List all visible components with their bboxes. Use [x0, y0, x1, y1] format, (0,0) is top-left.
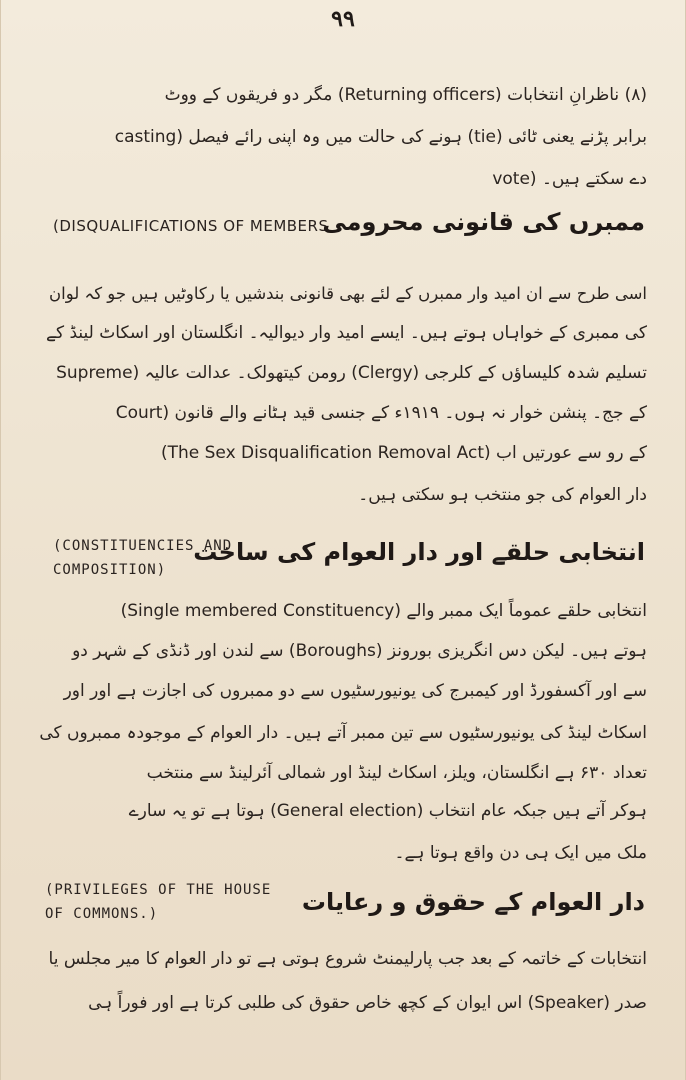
- section2-line5: (The Sex Disqualification Removal Act) کے رو سے عورتیں اب: [160, 443, 647, 463]
- section4-heading-urdu: دار العوام کے حقوق و رعایات: [301, 888, 645, 916]
- section1-line1: (۸) ناظرانِ انتخابات (Returning officers) مگر دو فریقوں کے ووٹ: [164, 85, 647, 105]
- section3-heading-english: (CONSTITUENCIES AND COMPOSITION): [53, 538, 233, 578]
- section3-line5: تعداد ۶۳۰ ہے انگلستان، ویلز، اسکاٹ لینڈ اور شمالی آئرلینڈ سے منتخب: [146, 763, 647, 783]
- section2-line3: تسلیم شدہ کلیساؤں کے کلرجی (Clergy) رومن کیتھولک۔ عدالت عالیہ (Supreme: [56, 363, 647, 383]
- section3-line6: ہوکر آتے ہیں جبکہ عام انتخاب (General election) ہوتا ہے تو یہ سارے: [128, 801, 647, 821]
- section1-line3: vote) دے سکتے ہیں۔: [492, 169, 647, 189]
- section4-line2: صدر (Speaker) اس ایوان کے کچھ خاص حقوق کی طلبی کرتا ہے اور فوراً ہی: [88, 993, 647, 1013]
- page-number: ۹۹: [331, 6, 355, 32]
- section3-line4: اسکاٹ لینڈ کی یونیورسٹیوں سے تین ممبر آتے ہیں۔ دار العوام کے موجودہ ممبروں کی: [39, 723, 647, 743]
- section2-heading-urdu: ممبرں کی قانونی محرومی: [322, 208, 645, 236]
- section4-heading-english: (PRIVILEGES OF THE HOUSE OF COMMONS.): [45, 882, 272, 922]
- section2-line6: دار العوام کی جو منتخب ہو سکتی ہیں۔: [358, 485, 647, 505]
- section2-heading-english: (DISQUALIFICATIONS OF MEMBERS: [53, 217, 329, 235]
- section2-line2: کی ممبری کے خواہاں ہوتے ہیں۔ ایسے امید وار دیوالیہ۔ انگلستان اور اسکاٹ لینڈ کے: [46, 323, 647, 343]
- section3-heading-urdu: انتخابی حلقے اور دار العوام کی ساخت: [193, 538, 645, 566]
- section4-line1: انتخابات کے خاتمہ کے بعد جب پارلیمنٹ شروع ہوتی ہے تو دار العوام کا میر مجلس یا: [48, 949, 647, 969]
- section3-line1: انتخابی حلقے عموماً ایک ممبر والے (Single membered Constituency): [120, 601, 647, 621]
- section2-line4: Court) کے جج۔ پنشن خوار نہ ہوں۔ ۱۹۱۹ء کے جنسی قید ہٹانے والے قانون: [115, 403, 647, 423]
- section3-line2: ہوتے ہیں۔ لیکن دس انگریزی بورونز (Boroughs) سے لندن اور ڈنڈی کے شہر دو: [72, 641, 647, 661]
- section3-line3: سے اور آکسفورڈ اور کیمبرج کی یونیورسٹیوں سے دو ممبروں کی اجازت ہے اور اور: [63, 681, 647, 701]
- section1-line2: برابر پڑنے یعنی ٹائی (tie) ہونے کی حالت میں وہ اپنی رائے فیصل (casting: [114, 127, 647, 147]
- section3-line7: ملک میں ایک ہی دن واقع ہوتا ہے۔: [394, 843, 647, 863]
- section2-line1: اسی طرح سے ان امید وار ممبرں کے لئے بھی قانونی بندشیں یا رکاوٹیں ہیں جو کہ لوان: [49, 284, 647, 303]
